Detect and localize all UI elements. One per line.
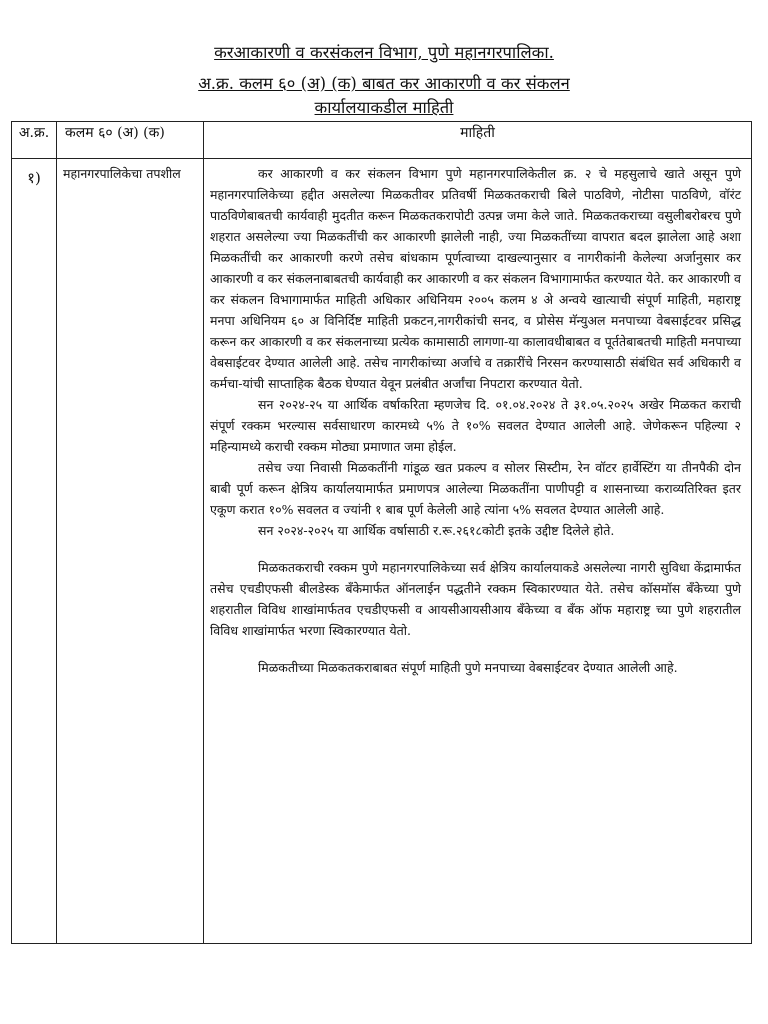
info-paragraph-6: मिळकतीच्या मिळकतकराबाबत संपूर्ण माहिती पुणे मनपाच्या वेबसाईटवर देण्यात आलेली आहे.	[258, 660, 678, 675]
info-paragraph-2: सन २०२४-२५ या आर्थिक वर्षाकरिता म्हणजेच दि. ०१.०४.२०२४ ते ३१.०५.२०२५ अखेर मिळकत कराची संपूर्ण रक्कम भरल्यास सर्वसाधारण कारमध्ये ५% ते १०% सवलत देण्यात आलेली आहे. जेणेकरून पहिल्या २ महिन्यामध्ये कराची रक्कम मोठ्या प्रमाणात जमा होईल.	[210, 397, 741, 454]
header-information: माहिती	[204, 122, 752, 159]
info-paragraph-4: सन २०२४-२०२५ या आर्थिक वर्षासाठी र.रू.२६१८कोटी इतके उद्दीष्ट दिलेले होते.	[258, 523, 615, 538]
table-header-row	[12, 122, 752, 159]
header-section: कलम ६० (अ) (क)	[57, 122, 204, 159]
info-table	[11, 121, 752, 944]
page-title: करआकारणी व करसंकलन विभाग, पुणे महानगरपालिका.	[214, 43, 554, 62]
row-label: महानगरपालिकेचा तपशील	[57, 159, 204, 944]
row-information	[204, 159, 752, 944]
header-serial: अ.क्र.	[12, 122, 57, 159]
page-subtitle: अ.क्र. कलम ६० (अ) (क) बाबत कर आकारणी व कर संकलन	[198, 74, 570, 93]
info-paragraph-3: तसेच ज्या निवासी मिळकतींनी गांडूळ खत प्रकल्प व सोलर सिस्टीम, रेन वॉटर हार्वेस्टिंग या तीनपैकी दोन बाबी पूर्ण करून क्षेत्रिय कार्यालयामार्फत प्रमाणपत्र आलेल्या मिळकतींना पाणीपट्टी व शासनाच्या कराव्यतिरिक्त इतर एकूण करात १०% सवलत व ज्यांनी १ बाब पूर्ण केलेली आहे त्यांना ५% सवलत देण्यात आलेली आहे.	[210, 460, 741, 517]
info-paragraph-1: कर आकारणी व कर संकलन विभाग पुणे महानगरपालिकेतील क्र. २ चे महसुलाचे खाते असून पुणे महानगरपालिकेच्या हद्दीत असलेल्या मिळकतीवर प्रतिवर्षी मिळकतकराची बिले पाठविणे, नोटीसा पाठविणे, वॉरंट पाठविणेबाबतची कार्यवाही मुदतीत करून मिळकतकरापोटी उत्पन्न जमा केले जाते. मिळकतकराच्या वसुलीबरोबरच पुणे शहरात असलेल्या ज्या मिळकतींची कर आकारणी झालेली नाही, ज्या मिळकतींच्या वापरात बदल झालेला आहे अशा मिळकतींची कर आकारणी करणे तसेच बांधकाम पूर्णत्वाच्या दाखल्यानुसार व नागरीकांनी केलेल्या अर्जानुसार कर आकारणी व कर संकलनाबाबतची कार्यवाही कर आकारणी व कर संकलन विभागामार्फत करण्यात येते. कर आकारणी व कर संकलन विभागामार्फत माहिती अधिकार अधिनियम २००५ कलम ४ अे अन्वये खात्याची संपूर्ण माहिती, महाराष्ट्र मनपा अधिनियम ६० अ विनिर्दिष्ट माहिती प्रकटन,नागरीकांची सनद, व प्रोसेस मॅन्युअल मनपाच्या वेबसाईटवर प्रसिद्ध करून कर आकारणी व कर संकलनाच्या प्रत्येक कामासाठी लागणा-या कालावधीबाबत व पूर्ततेबाबतची माहिती मनपाच्या वेबसाईटवर देण्यात आलेली आहे. तसेच नागरीकांच्या अर्जाचे व तक्रारींचे निरसन करण्यासाठी संबंधित सर्व अधिकारी व कर्मचा-यांची साप्ताहिक बैठक घेण्यात येवून प्रलंबीत अर्जांचा निपटारा करण्यात येतो.	[210, 166, 742, 391]
info-paragraph-5: मिळकतकराची रक्कम पुणे महानगरपालिकेच्या सर्व क्षेत्रिय कार्यालयाकडे असलेल्या नागरी सुविधा केंद्रामार्फत तसेच एचडीएफसी बीलडेस्क बँकेमार्फत ऑनलाईन पद्धतीने रक्कम स्विकारण्यात येते. तसेच कॉसमॉस बँकेच्या पुणे शहरातील विविध शाखांमार्फतव एचडीएफसी व आयसीआयसीआय बँकेच्या व बँक ऑफ महाराष्ट्र च्या पुणे शहरातील विविध शाखांमार्फत भरणा स्विकारण्यात येतो.	[210, 560, 741, 638]
table-row	[12, 159, 752, 944]
row-serial: १)	[12, 159, 57, 944]
page-subtitle-line2: कार्यालयाकडील माहिती	[314, 98, 454, 117]
